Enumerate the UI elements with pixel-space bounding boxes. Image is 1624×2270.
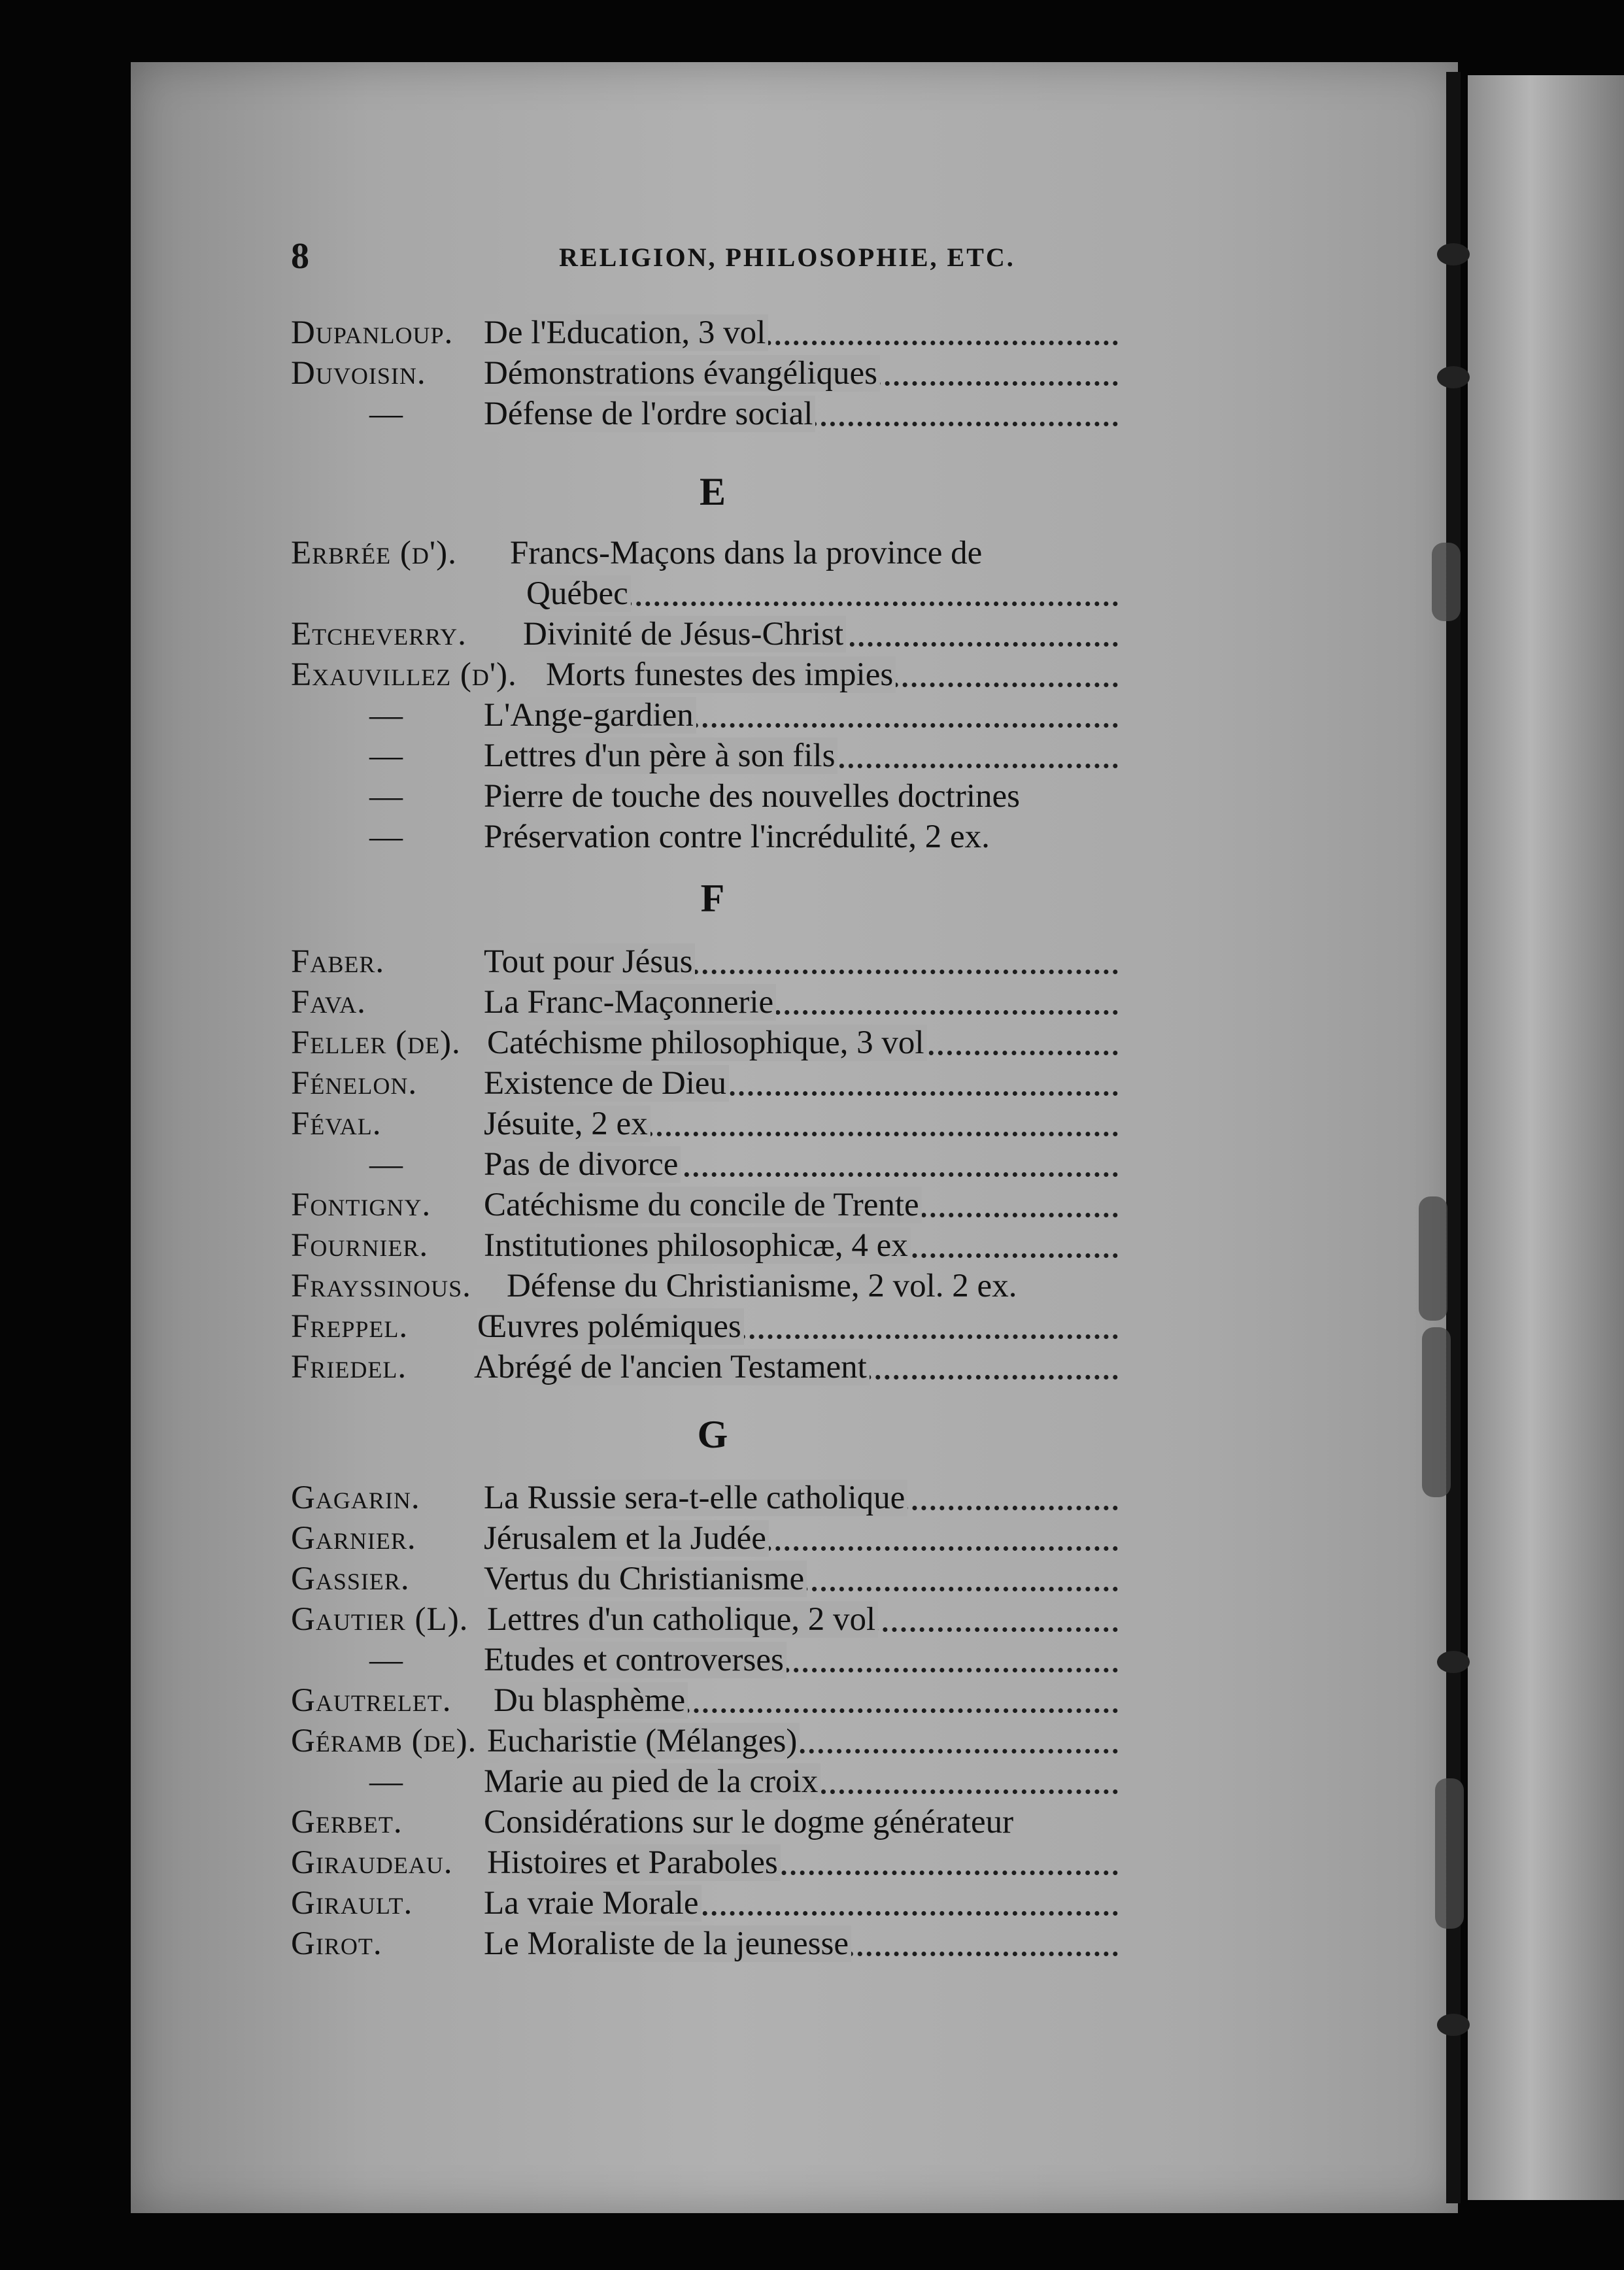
entry-title: Francs-Maçons dans la province de <box>510 535 983 571</box>
entry-title: La Russie sera-t-elle catholique <box>484 1478 1118 1518</box>
entry-title: Québec <box>526 573 1118 614</box>
entry-author: Géramb (de). <box>291 1723 477 1759</box>
catalog-entry <box>291 1185 1118 1225</box>
catalog-entry <box>291 1640 1118 1680</box>
entry-author: Duvoisin. <box>291 355 426 392</box>
binding-stitch <box>1437 366 1470 388</box>
catalog-entry <box>291 1721 1118 1761</box>
entry-title: Etudes et controverses <box>484 1640 1118 1680</box>
catalog-entry <box>291 1842 1118 1883</box>
catalog-entry <box>291 1104 1118 1144</box>
catalog-entry <box>291 1680 1118 1721</box>
catalog-entry <box>291 533 1118 573</box>
entry-title: Morts funestes des impies <box>546 654 1118 695</box>
entry-author: Giraudeau. <box>291 1844 453 1881</box>
binding-stain <box>1435 1778 1464 1929</box>
entry-author: — <box>369 1642 403 1678</box>
catalog-entry <box>291 1266 1118 1306</box>
entry-title: Catéchisme philosophique, 3 vol <box>487 1023 1118 1063</box>
running-title: RELIGION, PHILOSOPHIE, ETC. <box>559 243 1015 272</box>
catalog-entry <box>291 394 1118 434</box>
catalog-entry <box>291 1923 1118 1964</box>
entry-author: Gassier. <box>291 1561 410 1597</box>
entry-author: Girault. <box>291 1885 413 1922</box>
entry-title: Lettres d'un catholique, 2 vol <box>487 1599 1118 1640</box>
catalog-entry <box>291 654 1118 695</box>
entry-author: Fournier. <box>291 1227 429 1264</box>
entry-title: Défense du Christianisme, 2 vol. 2 ex. <box>507 1268 1017 1304</box>
catalog-entry <box>291 1478 1118 1518</box>
entry-author: Girot. <box>291 1925 382 1962</box>
entry-title: Histoires et Paraboles <box>487 1842 1118 1883</box>
facing-page-edge <box>1468 75 1624 2200</box>
entry-title: La Franc-Maçonnerie <box>484 982 1118 1023</box>
entry-title: L'Ange-gardien <box>484 695 1118 736</box>
entry-title: Jérusalem et la Judée <box>484 1518 1118 1559</box>
entry-author: Feller (de). <box>291 1025 461 1061</box>
entry-author: — <box>369 396 403 432</box>
entry-title: Le Moraliste de la jeunesse <box>484 1923 1118 1964</box>
catalog-entry <box>291 1518 1118 1559</box>
section-letter-g: G <box>697 1413 728 1456</box>
catalog-entry <box>291 313 1118 353</box>
entry-author: Etcheverry. <box>291 616 467 652</box>
entry-author: Garnier. <box>291 1520 416 1557</box>
binding-stitch <box>1437 243 1470 265</box>
entry-title: Catéchisme du concile de Trente <box>484 1185 1118 1225</box>
entry-title: Pas de divorce <box>484 1144 1118 1185</box>
entry-title: Existence de Dieu <box>484 1063 1118 1104</box>
catalog-entry <box>291 1802 1118 1842</box>
entry-title: Vertus du Christianisme <box>484 1559 1118 1599</box>
catalog-entry <box>291 1599 1118 1640</box>
entry-title: Eucharistie (Mélanges) <box>487 1721 1118 1761</box>
catalog-entry <box>291 817 1118 857</box>
entry-title: Préservation contre l'incrédulité, 2 ex. <box>484 819 990 855</box>
entry-author: Féval. <box>291 1106 382 1142</box>
entry-author: Fava. <box>291 984 366 1021</box>
binding-stain <box>1419 1196 1447 1321</box>
entry-author: Gagarin. <box>291 1480 420 1516</box>
catalog-entry <box>291 614 1118 654</box>
entry-title: Abrégé de l'ancien Testament <box>474 1347 1118 1387</box>
entry-title: Considérations sur le dogme générateur <box>484 1804 1014 1840</box>
entry-author: Dupanloup. <box>291 314 454 351</box>
entry-author: Gautier (L). <box>291 1601 469 1638</box>
catalog-entry <box>291 573 1118 614</box>
entry-author: — <box>369 737 403 774</box>
entry-title: De l'Education, 3 vol <box>484 313 1118 353</box>
entry-title: La vraie Morale <box>484 1883 1118 1923</box>
entry-author: Gautrelet. <box>291 1682 452 1719</box>
catalog-entry <box>291 1023 1118 1063</box>
entry-author: Freppel. <box>291 1308 409 1345</box>
entry-author: Frayssinous. <box>291 1268 471 1304</box>
entry-title: Lettres d'un père à son fils <box>484 736 1118 776</box>
catalog-entry <box>291 695 1118 736</box>
entry-author: — <box>369 819 403 855</box>
entry-title: Divinité de Jésus-Christ <box>523 614 1118 654</box>
entry-title: Démonstrations évangéliques <box>484 353 1118 394</box>
catalog-entry <box>291 941 1118 982</box>
entry-author: — <box>369 1146 403 1183</box>
entry-title: Œuvres polémiques <box>477 1306 1118 1347</box>
binding-stitch <box>1437 2014 1470 2036</box>
entry-author: — <box>369 1763 403 1800</box>
entry-author: Fontigny. <box>291 1187 431 1223</box>
binding-stain <box>1422 1327 1451 1497</box>
catalog-entry <box>291 736 1118 776</box>
entry-author: — <box>369 697 403 734</box>
catalog-entry <box>291 1559 1118 1599</box>
catalog-entry <box>291 1761 1118 1802</box>
entry-title: Jésuite, 2 ex <box>484 1104 1118 1144</box>
catalog-entry <box>291 1347 1118 1387</box>
entry-title: Pierre de touche des nouvelles doctrines <box>484 778 1020 815</box>
catalog-entry <box>291 1306 1118 1347</box>
catalog-entry <box>291 353 1118 394</box>
page-number: 8 <box>291 236 309 277</box>
entry-author: Gerbet. <box>291 1804 403 1840</box>
entry-title: Marie au pied de la croix <box>484 1761 1118 1802</box>
entry-author: Friedel. <box>291 1349 407 1385</box>
entry-author: Erbrée (d'). <box>291 535 457 571</box>
binding-stain <box>1432 543 1461 621</box>
entry-author: Faber. <box>291 943 385 980</box>
catalog-entry <box>291 1063 1118 1104</box>
entry-author: — <box>369 778 403 815</box>
catalog-entry <box>291 1883 1118 1923</box>
catalog-entry <box>291 1144 1118 1185</box>
entry-title: Institutiones philosophicæ, 4 ex <box>484 1225 1118 1266</box>
section-letter-e: E <box>699 470 726 513</box>
catalog-entry <box>291 1225 1118 1266</box>
binding-stitch <box>1437 1651 1470 1673</box>
section-letter-f: F <box>700 877 725 920</box>
catalog-entry <box>291 776 1118 817</box>
catalog-entry <box>291 982 1118 1023</box>
entry-title: Du blasphème <box>494 1680 1118 1721</box>
entry-title: Défense de l'ordre social <box>484 394 1118 434</box>
entry-author: Fénelon. <box>291 1065 418 1102</box>
running-head <box>291 235 1118 281</box>
entry-title: Tout pour Jésus <box>484 941 1118 982</box>
entry-author: Exauvillez (d'). <box>291 656 517 693</box>
